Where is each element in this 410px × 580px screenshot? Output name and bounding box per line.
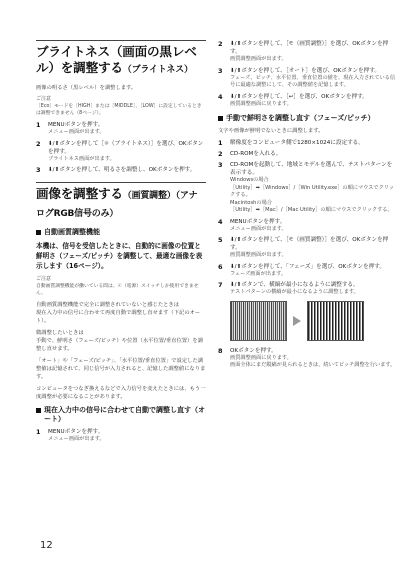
step-result: フェーズ画面が出ます。 — [230, 270, 287, 277]
step-instruction: MENUボタンを押す。 — [230, 218, 286, 225]
step-number: 2 — [36, 139, 41, 148]
stored-values-paragraph: 「オート」や「フェーズ/ピッチ」、「水平位置/垂直位置」で設定した調整値は記憶されて、同じ信号が入力されると、記憶した調整値になります。 — [36, 358, 206, 380]
step-item — [218, 281, 396, 297]
step-item — [218, 347, 396, 370]
brightness-intro: 画像の明るさ（黒レベル）を調整します。 — [36, 85, 137, 91]
step-result: Windowsの場合 — [230, 177, 269, 183]
step-number: 2 — [218, 150, 223, 158]
phase-pitch-steps-final — [218, 347, 396, 370]
auto-adjust-note: ご注意 自動画質調整機能が働いている間は、☉（電源）スイッチしか使用できません。 — [36, 276, 199, 296]
subheading-auto-adjust: 自動画質調整機能 — [36, 228, 206, 237]
test-pattern-illustration — [230, 301, 396, 341]
step-result: フェーズ、ピッチ、水平位置、垂直位置の値を、現在入力されている信号に最適な調整にして、その調整値を記憶します。 — [230, 74, 396, 88]
step-instruction: OKボタンを押す。 — [230, 347, 277, 354]
step-number: 6 — [218, 262, 223, 271]
auto-readjust-steps — [36, 428, 206, 444]
step-item — [218, 236, 396, 260]
step-instruction: ⬇/⬆ボタンを押して、［⚟（画質調整）］を選び、OKボタンを押す。 — [230, 237, 389, 251]
step-number: 7 — [218, 281, 223, 289]
step-number: 1 — [36, 121, 41, 129]
step-number: 8 — [218, 346, 223, 355]
step-instruction: 解像度をコンピュータ側で1280×1024に設定する。 — [230, 140, 364, 146]
readjust-paragraph: コンピュータをつなぎ換えるなどで入力信号を変えたときには、もう一度調整が必要になることがあります。 — [36, 386, 206, 400]
step-number: 5 — [218, 236, 223, 244]
brightness-note: ご注意 ［Eco］モードを［HIGH］または［MIDDLE］、［LOW］に設定しているときは調整できません（8ページ）。 — [36, 96, 202, 116]
step-number: 4 — [218, 92, 223, 101]
right-arrow-icon — [293, 316, 301, 326]
step-result: Macintoshの場合 — [230, 199, 272, 206]
step-result: メニュー画面が出ます。 — [230, 225, 287, 232]
step-instruction: ⬇/⬆ボタンを押して、［⚟（画質調整）］を選び、OKボタンを押す。 — [230, 41, 389, 55]
section-title-brightness: ブライトネス（画面の黒レベル）を調整する（ブライトネス） — [36, 40, 206, 78]
step-number: 1 — [218, 139, 223, 147]
phase-pitch-steps — [218, 139, 396, 297]
step-result: テストパターンの横縞が最小になるように調整します。 — [230, 289, 359, 295]
step-result: 画質調整画面に戻ります。 — [230, 100, 292, 107]
step-result: ブライトネス画面が出ます。 — [48, 155, 115, 162]
step-instruction: CD-ROMを起動して、地域とモデルを選んで、テストパターンを表示する。 — [230, 162, 393, 176]
step-result: 画面全体にまだ縦縞が見られるときは、続いてピッチ調整を行います。 — [230, 362, 396, 368]
step-item — [218, 150, 396, 158]
step-instruction: ⬇/⬆ボタンで、横縞が最小になるように調整する。 — [230, 282, 359, 288]
left-column — [36, 40, 206, 447]
square-bullet-icon — [218, 116, 223, 121]
subheading-auto-readjust: 現在入力中の信号に合わせて自動で調整し直す（オート） — [36, 406, 206, 424]
step-instruction: CD-ROMを入れる。 — [230, 151, 282, 157]
page-number: 12 — [40, 540, 53, 551]
square-bullet-icon — [36, 230, 41, 235]
right-column — [218, 40, 396, 373]
step-result: 画質調整画面に戻ります。 — [230, 354, 292, 361]
subheading-phase-pitch: 手動で鮮明さを調整し直す（フェーズ/ピッチ） — [218, 114, 396, 123]
brightness-steps — [36, 121, 206, 174]
step-instruction: ⬇/⬆ボタンを押して、明るさを調整し、OKボタンを押す。 — [48, 167, 196, 173]
step-result: 画質調整画面が出ます。 — [230, 56, 287, 62]
incomplete-adjust-paragraph: 自動画質調整機能で完全に調整されていないと感じたときは 現在入力中の信号に合わせて再度自動で調整し直せます（下記のオート）。 — [36, 302, 201, 324]
step-result: ［Utility］➡［Mac］/［Mac Utility］の順にマウスでクリックする。 — [230, 207, 393, 213]
step-number: 4 — [218, 217, 223, 226]
step-instruction: ⬇/⬆ボタンを押して、「フェーズ」を選び、OKボタンを押す。 — [230, 263, 386, 270]
auto-readjust-steps-continued — [218, 40, 396, 108]
step-instruction: MENUボタンを押す。 — [48, 122, 104, 128]
auto-adjust-description: 本機は、信号を受信したときに、自動的に画像の位置と鮮明さ（フェーズ/ピッチ）を調整して、最適な画像を表示します（16ページ）。 — [36, 242, 203, 270]
test-pattern-after-image — [307, 301, 364, 341]
step-instruction: ⬇/⬆ボタンを押して［☼（ブライトネス）］を選び、OKボタンを押す。 — [48, 140, 204, 155]
step-number: 1 — [36, 428, 41, 436]
step-result: ［Utility］➡［Windows］/［Win Utility.exe］の順にマウスでクリックする。 — [230, 184, 394, 198]
step-item — [218, 218, 396, 234]
square-bullet-icon — [36, 408, 41, 413]
step-result: メニュー画面が出ます。 — [48, 436, 105, 442]
step-instruction: ⬇/⬆ボタンを押して、［↩］を選び、OKボタンを押す。 — [230, 93, 368, 100]
step-result: メニュー画面が出ます。 — [48, 129, 105, 135]
step-item — [218, 139, 396, 147]
step-number: 2 — [218, 40, 223, 48]
section-title-image-adjust: 画像を調整する（画質調整）（アナログRGB信号のみ） — [36, 182, 206, 222]
step-number: 3 — [218, 161, 223, 169]
step-number: 3 — [218, 66, 223, 75]
step-item — [218, 93, 396, 109]
step-item — [36, 140, 206, 164]
step-item — [218, 263, 396, 279]
step-item — [218, 161, 396, 215]
step-item — [218, 67, 396, 90]
step-instruction: MENUボタンを押す。 — [48, 429, 104, 435]
test-pattern-before-image — [230, 301, 287, 341]
step-item — [36, 428, 206, 444]
phase-pitch-intro: 文字や画像が鮮明でないときに調整します。 — [218, 128, 324, 134]
step-item — [36, 121, 206, 137]
step-number: 3 — [36, 166, 41, 174]
step-instruction: ⬇/⬆ボタンを押して、［オート］を選び、OKボタンを押す。 — [230, 67, 380, 74]
step-item — [218, 40, 396, 64]
step-result: 画質調整画面が出ます。 — [230, 252, 287, 258]
fine-tune-paragraph: 微調整したいときは 手動で、鮮明さ（フェーズ/ピッチ）や位置（水平位置/垂直位置）を調整し直せます。 — [36, 330, 203, 352]
step-item — [36, 166, 206, 174]
